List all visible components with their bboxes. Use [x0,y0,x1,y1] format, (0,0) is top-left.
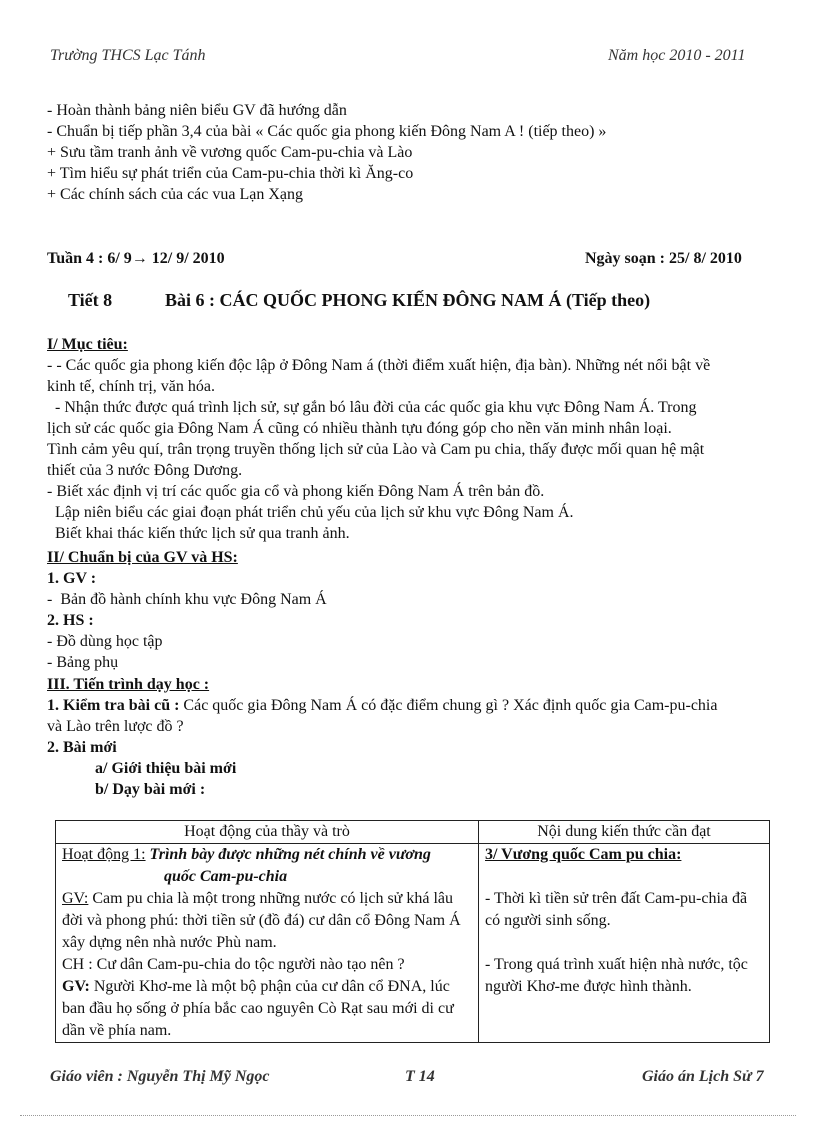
hs-item: - Đồ dùng học tập [47,633,163,650]
gv-label: 1. GV : [47,570,97,587]
content-point: - Thời kì tiền sử trên đất Cam-pu-chia đã có người sinh sống. [485,890,748,929]
activity-title-cont: quốc Cam-pu-chia [164,868,288,885]
homework-item: - Hoàn thành bảng niên biểu GV đã hướng dẫn [47,102,347,119]
footer-page: T 14 [405,1068,435,1085]
homework-item: + Tìm hiểu sự phát triển của Cam-pu-chia thời kì Ăng-co [47,165,414,182]
week-range: Tuần 4 : 6/ 9→ 12/ 9/ 2010 [47,250,225,267]
gv-note [62,976,472,1042]
objective-line: - Biết xác định vị trí các quốc gia cổ và phong kiến Đông Nam Á trên bản đồ. [47,483,545,500]
lesson-title: Bài 6 : CÁC QUỐC PHONG KIẾN ĐÔNG NAM Á (Tiếp theo) [165,290,651,310]
objectives-section [47,334,710,544]
homework-item: + Các chính sách của các vua Lạn Xạng [47,186,304,203]
question: CH : Cư dân Cam-pu-chia do tộc người nào tạo nên ? [62,956,405,973]
hs-label: 2. HS : [47,612,94,629]
objective-line: kinh tế, chính trị, văn hóa. [47,378,215,395]
col-activity-header: Hoạt động của thầy và trò [56,821,479,844]
prep-date: Ngày soạn : 25/ 8/ 2010 [585,250,742,267]
section-heading-text: 3/ Vương quốc Cam pu chia: [485,846,682,863]
gv-note-text: Người Khơ-me là một bộ phận của cư dân cổ ĐNA, lúc ban đầu họ sống ở phía bắc cao nguyên Cò Rạt sau mới di cư dần về phía nam. [62,978,454,1039]
gv-note [62,888,472,954]
new-lesson-label: 2. Bài mới [47,739,117,756]
check-label: 1. Kiểm tra bài cũ : [47,697,180,714]
lesson-period: Tiết 8 [68,290,113,310]
school-year: Năm học 2010 - 2011 [608,47,746,64]
objective-line: Lập niên biểu các giai đoạn phát triển chủ yếu của lịch sử khu vực Đông Nam Á. [47,504,574,521]
gv-note-text: Cam pu chia là một trong những nước có lịch sử khá lâu đời và phong phú: thời tiền sử (đồ đá) cư dân cổ Đông Nam Á xây dựng nên nhà nước Phù nam. [62,890,461,951]
gv-note-label: GV: [62,978,90,995]
content-point: - Trong quá trình xuất hiện nhà nước, tộc người Khơ-me được hình thành. [485,956,748,995]
activity-cell [56,844,479,1043]
activity-label: Hoạt động 1: [62,846,146,863]
objective-line: lịch sử các quốc gia Đông Nam Á cũng có nhiều thành tựu đóng góp cho nền văn minh nhân loại. [47,420,672,437]
prep-heading: II/ Chuẩn bị của GV và HS: [47,549,238,566]
objectives-heading: I/ Mục tiêu: [47,336,128,353]
footer-teacher: Giáo viên : Nguyễn Thị Mỹ Ngọc [50,1068,270,1085]
section-heading [485,844,763,866]
footer-divider [20,1115,796,1116]
objective-line: - - Các quốc gia phong kiến độc lập ở Đông Nam á (thời điểm xuất hiện, địa bàn). Những nét nổi bật về [47,357,711,374]
prep-section [47,547,327,673]
check-line [47,695,717,716]
teach-label: b/ Dạy bài mới : [95,781,206,798]
objective-line: Biết khai thác kiến thức lịch sử qua tranh ảnh. [47,525,350,542]
content-cell [479,844,770,1043]
gv-note-label: GV: [62,890,89,907]
process-section [47,674,717,800]
table-row [56,844,770,1043]
objective-line: thiết của 3 nước Đông Dương. [47,462,243,479]
hs-item: - Bảng phụ [47,654,119,671]
check-question: Các quốc gia Đông Nam Á có đặc điểm chung gì ? Xác định quốc gia Cam-pu-chia [179,697,718,714]
objective-line: - Nhận thức được quá trình lịch sử, sự gắn bó lâu đời của các quốc gia khu vực Đông Nam Á. Trong [47,399,697,416]
gv-item: - Bản đồ hành chính khu vực Đông Nam Á [47,591,327,608]
homework-list [47,100,606,205]
check-question-cont: và Lào trên lược đồ ? [47,718,184,735]
activity-title: Trình bày được những nét chính về vương [145,846,431,863]
intro-label: a/ Giới thiệu bài mới [95,760,237,777]
footer-subject: Giáo án Lịch Sử 7 [642,1068,764,1085]
col-content-header: Nội dung kiến thức cần đạt [479,821,770,844]
activity-title-line [62,844,472,866]
objective-line: Tình cảm yêu quí, trân trọng truyền thống lịch sử của Lào và Cam pu chia, thấy được mối quan hệ mật [47,441,705,458]
homework-item: + Sưu tầm tranh ảnh về vương quốc Cam-pu-chia và Lào [47,144,413,161]
table-header-row [56,821,770,844]
homework-item: - Chuẩn bị tiếp phần 3,4 của bài « Các quốc gia phong kiến Đông Nam A ! (tiếp theo) » [47,123,607,140]
lesson-table [55,820,770,1043]
process-heading: III. Tiến trình dạy học : [47,676,210,693]
school-name: Trường THCS Lạc Tánh [50,47,206,64]
